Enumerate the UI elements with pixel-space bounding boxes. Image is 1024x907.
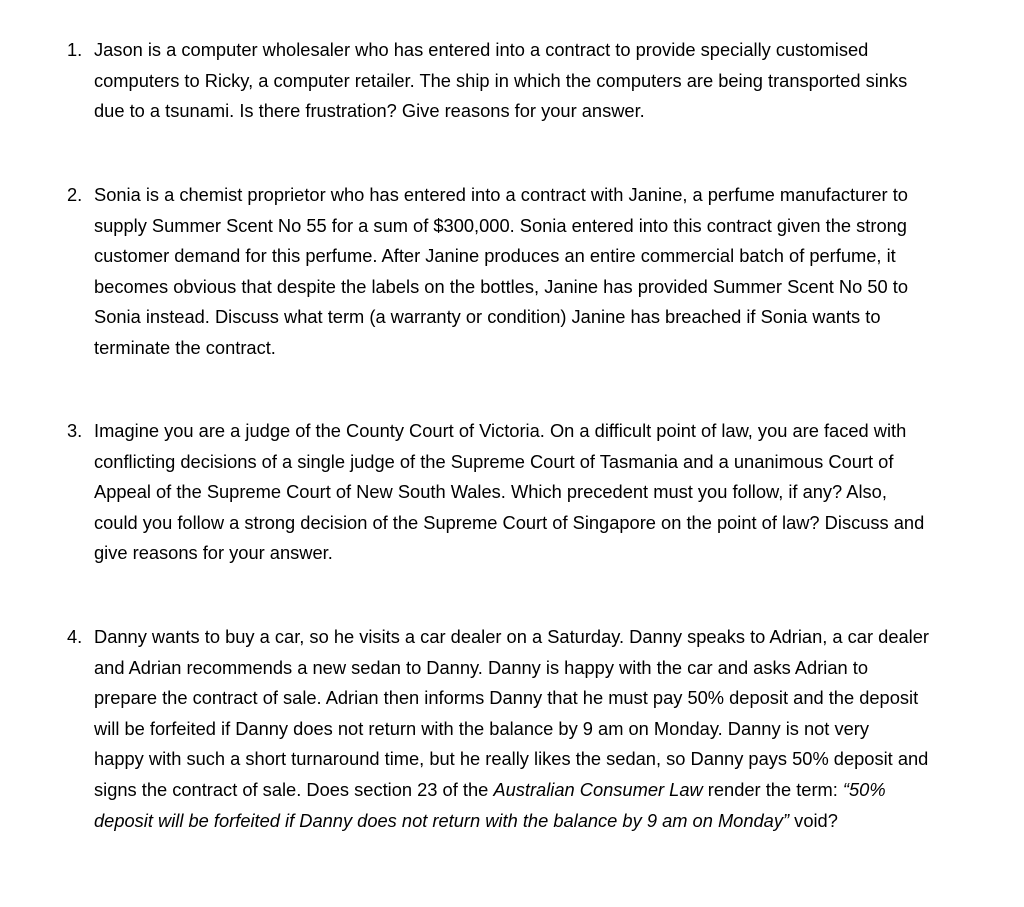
quoted-term-italic: deposit will be forfeited if Danny does not return with the balance by 9 am on Monday”: [94, 809, 790, 831]
line-text: render the term:: [702, 779, 843, 800]
question-number: 4.: [67, 626, 83, 647]
question-text-line: happy with such a short turnaround time, but he really likes the sedan, so Danny pays 50% deposit and: [94, 748, 929, 770]
question-text-line: due to a tsunami. Is there frustration? Give reasons for your answer.: [94, 100, 645, 122]
question-text-line: will be forfeited if Danny does not return with the balance by 9 am on Monday. Danny is not very: [94, 717, 869, 739]
question-text-line: Danny wants to buy a car, so he visits a car dealer on a Saturday. Danny speaks to Adrian, a car dealer: [94, 626, 929, 647]
question-number: 2.: [67, 184, 83, 205]
question-text-line: Appeal of the Supreme Court of New South Wales. Which precedent must you follow, if any? Also,: [94, 481, 887, 503]
question-text-line: Sonia instead. Discuss what term (a warranty or condition) Janine has breached if Sonia wants to: [94, 306, 881, 328]
question-number: 1.: [67, 39, 83, 60]
question-text-line: conflicting decisions of a single judge of the Supreme Court of Tasmania and a unanimous Court of: [94, 450, 894, 472]
question-text-line: Sonia is a chemist proprietor who has entered into a contract with Janine, a perfume manufacturer to: [94, 184, 908, 205]
question-text-line: supply Summer Scent No 55 for a sum of $300,000. Sonia entered into this contract given the strong: [94, 214, 907, 236]
question-text-line: could you follow a strong decision of the Supreme Court of Singapore on the point of law? Discuss and: [94, 511, 925, 533]
question-text-line: terminate the contract.: [94, 337, 276, 358]
question-text-line: becomes obvious that despite the labels on the bottles, Janine has provided Summer Scent No 50 to: [94, 275, 909, 297]
question-text-line: [94, 806, 838, 837]
question-text-line: Jason is a computer wholesaler who has entered into a contract to provide specially customised: [94, 39, 869, 60]
question-text-line: computers to Ricky, a computer retailer. The ship in which the computers are being transported sinks: [94, 69, 908, 91]
question-number: 3.: [67, 420, 83, 441]
question-text-line: customer demand for this perfume. After Janine produces an entire commercial batch of perfume, it: [94, 245, 896, 267]
quoted-term-start: “50%: [842, 779, 886, 800]
question-text-line: prepare the contract of sale. Adrian then informs Danny that he must pay 50% deposit and the deposit: [94, 687, 919, 709]
line-text: signs the contract of sale. Does section 23 of the: [94, 779, 494, 800]
line-text: void?: [789, 809, 838, 831]
question-text-line: Imagine you are a judge of the County Court of Victoria. On a difficult point of law, you are faced with: [94, 420, 907, 441]
question-text-line: and Adrian recommends a new sedan to Danny. Danny is happy with the car and asks Adrian to: [94, 656, 869, 678]
question-text-line: [94, 775, 886, 806]
question-text-line: give reasons for your answer.: [94, 542, 333, 564]
act-name-italic: Australian Consumer Law: [493, 779, 703, 800]
